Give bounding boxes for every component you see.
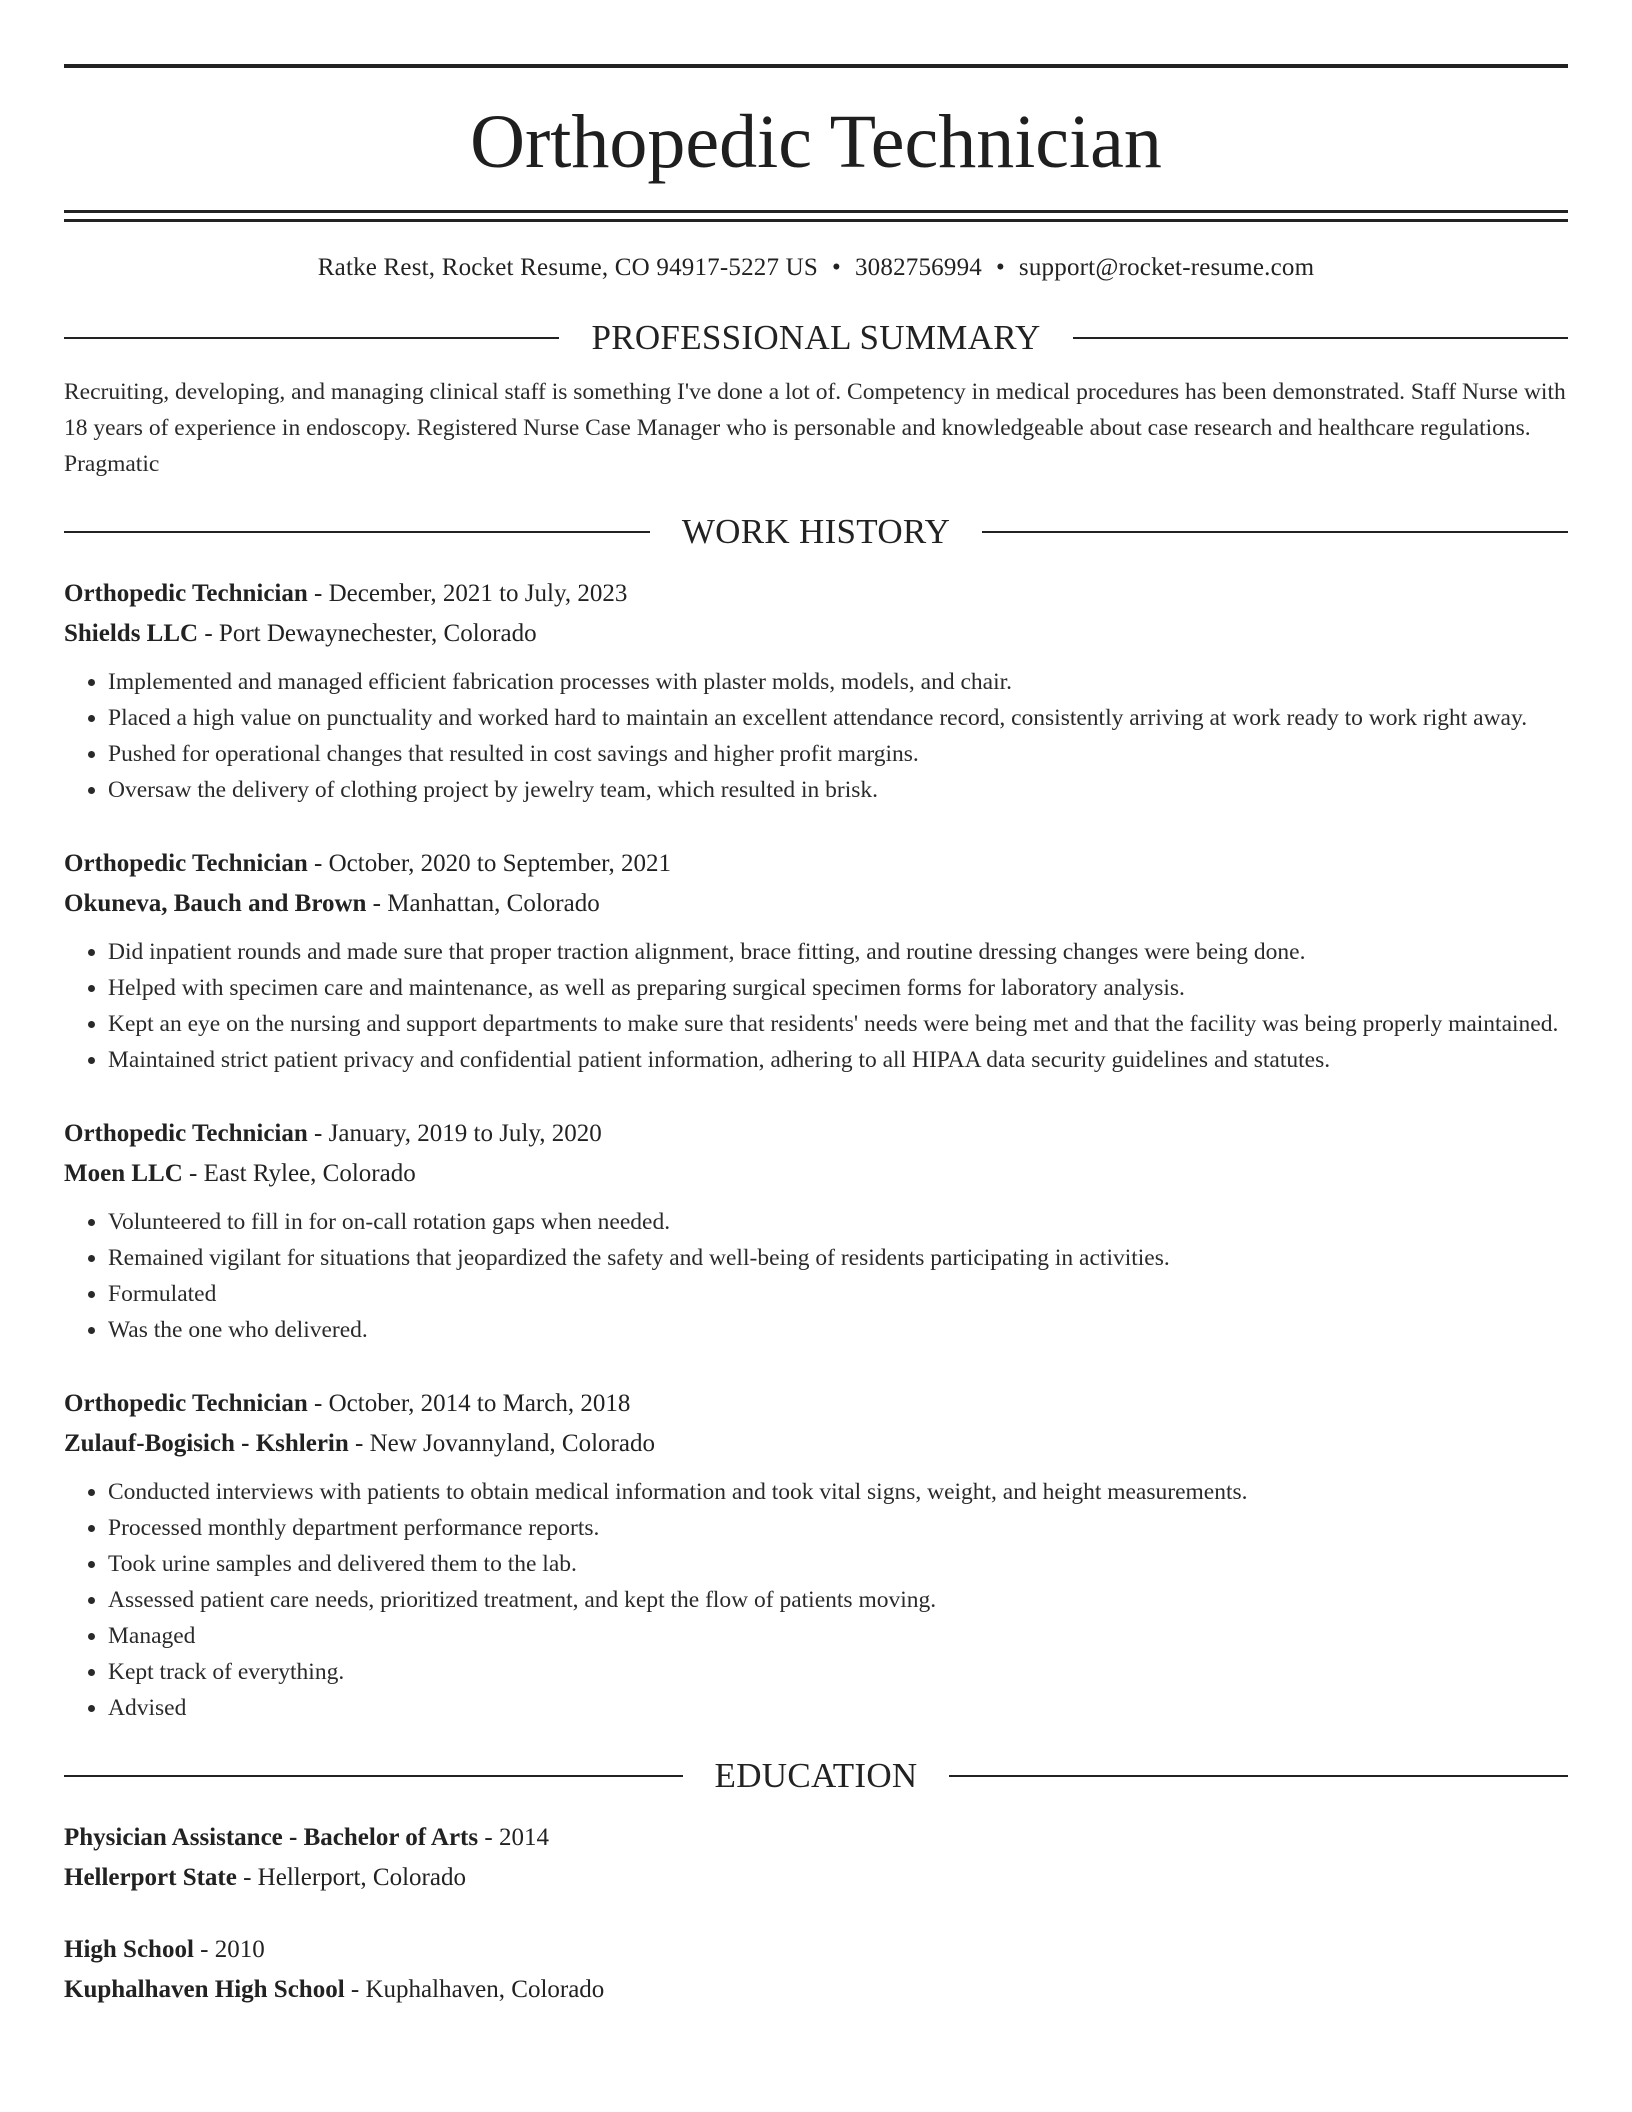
- contact-separator: •: [832, 254, 841, 281]
- contact-separator: •: [995, 254, 1005, 281]
- education-entry: [64, 1818, 1568, 1898]
- list-item: • Conducted interviews with patients to obtain medical information and took vital signs, weight, and height measurements.: [108, 1474, 1568, 1510]
- job-title: Orthopedic Technician: [64, 580, 308, 607]
- list-item: • Kept track of everything.: [108, 1654, 1568, 1690]
- job-dates: - October, 2020 to September, 2021: [307, 850, 671, 877]
- list-item: • Implemented and managed efficient fabrication processes with plaster molds, models, and chair.: [108, 664, 1568, 700]
- job-company-line: [64, 614, 1568, 654]
- job-company: Okuneva, Bauch and Brown: [64, 890, 367, 917]
- heading-rule-right: [949, 1775, 1568, 1777]
- list-item: • Remained vigilant for situations that jeopardized the safety and well-being of residents participating in activities.: [108, 1240, 1568, 1276]
- contact-email[interactable]: support@rocket-resume.com: [1018, 254, 1315, 281]
- list-item: • Managed: [108, 1618, 1568, 1654]
- list-item: • Took urine samples and delivered them to the lab.: [108, 1546, 1568, 1582]
- list-item: • Maintained strict patient privacy and confidential patient information, adhering to all HIPAA data security guidelines and statutes.: [108, 1042, 1568, 1078]
- job-title: Orthopedic Technician: [64, 1120, 308, 1147]
- list-item: • Volunteered to fill in for on-call rotation gaps when needed.: [108, 1204, 1568, 1240]
- job-title: Orthopedic Technician: [64, 1390, 308, 1417]
- section-heading-work: [64, 512, 1568, 552]
- job-dates: - January, 2019 to July, 2020: [307, 1120, 602, 1147]
- top-rule: [64, 64, 1568, 68]
- heading-rule-left: [64, 337, 559, 339]
- heading-rule-left: [64, 1775, 683, 1777]
- job-company-line: [64, 884, 1568, 924]
- job-title-line: [64, 1384, 1568, 1424]
- section-title: EDUCATION: [714, 1756, 918, 1795]
- job-location: - Port Dewaynechester, Colorado: [198, 620, 537, 647]
- heading-rule-right: [982, 531, 1568, 533]
- job-bullets: [64, 1474, 1568, 1726]
- job-company-line: [64, 1424, 1568, 1464]
- job-title: Orthopedic Technician: [64, 850, 308, 877]
- contact-address: Ratke Rest, Rocket Resume, CO 94917-5227 US: [317, 254, 819, 281]
- section-title: PROFESSIONAL SUMMARY: [591, 318, 1041, 357]
- list-item: • Oversaw the delivery of clothing project by jewelry team, which resulted in brisk.: [108, 772, 1568, 808]
- education-degree-line: [64, 1818, 1568, 1858]
- list-item: • Assessed patient care needs, prioritized treatment, and kept the flow of patients moving.: [108, 1582, 1568, 1618]
- job-dates: - October, 2014 to March, 2018: [307, 1390, 631, 1417]
- job-title-line: [64, 1114, 1568, 1154]
- job-entry: [64, 574, 1568, 808]
- title-double-rule: [64, 210, 1568, 222]
- list-item: • Advised: [108, 1690, 1568, 1726]
- heading-rule-right: [1073, 337, 1568, 339]
- section-title: WORK HISTORY: [681, 512, 951, 551]
- list-item: • Pushed for operational changes that resulted in cost savings and higher profit margins.: [108, 736, 1568, 772]
- education-degree-line: [64, 1930, 1568, 1970]
- education-entry: [64, 1930, 1568, 2010]
- job-company: Zulauf-Bogisich - Kshlerin: [64, 1430, 349, 1457]
- job-company-line: [64, 1154, 1568, 1194]
- list-item: • Helped with specimen care and maintenance, as well as preparing surgical specimen forms for laboratory analysis.: [108, 970, 1568, 1006]
- job-title-line: [64, 844, 1568, 884]
- job-location: - East Rylee, Colorado: [182, 1160, 416, 1187]
- job-bullets: [64, 934, 1568, 1078]
- list-item: • Placed a high value on punctuality and worked hard to maintain an excellent attendance record, consistently arriving at work ready to work right away.: [108, 700, 1568, 736]
- job-location: - New Jovannyland, Colorado: [348, 1430, 655, 1457]
- job-entry: [64, 1384, 1568, 1726]
- job-dates: - December, 2021 to July, 2023: [307, 580, 628, 607]
- education-location: - Hellerport, Colorado: [236, 1864, 466, 1891]
- page-title: Orthopedic Technician: [470, 100, 1162, 184]
- list-item: • Was the one who delivered.: [108, 1312, 1568, 1348]
- education-year: - 2014: [478, 1824, 549, 1851]
- list-item: • Processed monthly department performance reports.: [108, 1510, 1568, 1546]
- section-heading-education: [64, 1756, 1568, 1796]
- contact-line: [64, 254, 1568, 282]
- resume-page: [64, 0, 1568, 2010]
- list-item: • Formulated: [108, 1276, 1568, 1312]
- section-heading-summary: [64, 318, 1568, 358]
- job-bullets: [64, 1204, 1568, 1348]
- education-school: Kuphalhaven High School: [64, 1976, 345, 2003]
- education-school-line: [64, 1970, 1568, 2010]
- education-degree: Physician Assistance - Bachelor of Arts: [64, 1824, 479, 1851]
- summary-text: Recruiting, developing, and managing clinical staff is something I've done a lot of. Competency in medical procedures has been demonstrated. Staff Nurse with 18 years of experience in endoscopy. Registered Nurse Case Manager who is personable and knowledgeable about case research and healthcare regulations. Pragmatic: [64, 379, 1566, 477]
- heading-rule-left: [64, 531, 650, 533]
- job-location: - Manhattan, Colorado: [366, 890, 600, 917]
- job-bullets: [64, 664, 1568, 808]
- job-company: Moen LLC: [64, 1160, 183, 1187]
- contact-phone[interactable]: 3082756994: [854, 254, 982, 281]
- list-item: • Kept an eye on the nursing and support departments to make sure that residents' needs were being met and that the facility was being properly maintained.: [108, 1006, 1568, 1042]
- job-title-line: [64, 574, 1568, 614]
- education-school: Hellerport State: [64, 1864, 237, 1891]
- job-company: Shields LLC: [64, 620, 199, 647]
- education-degree: High School: [64, 1936, 194, 1963]
- education-year: - 2010: [193, 1936, 265, 1963]
- list-item: • Did inpatient rounds and made sure that proper traction alignment, brace fitting, and routine dressing changes were being done.: [108, 934, 1568, 970]
- job-entry: [64, 1114, 1568, 1348]
- education-school-line: [64, 1858, 1568, 1898]
- job-entry: [64, 844, 1568, 1078]
- education-location: - Kuphalhaven, Colorado: [344, 1976, 605, 2003]
